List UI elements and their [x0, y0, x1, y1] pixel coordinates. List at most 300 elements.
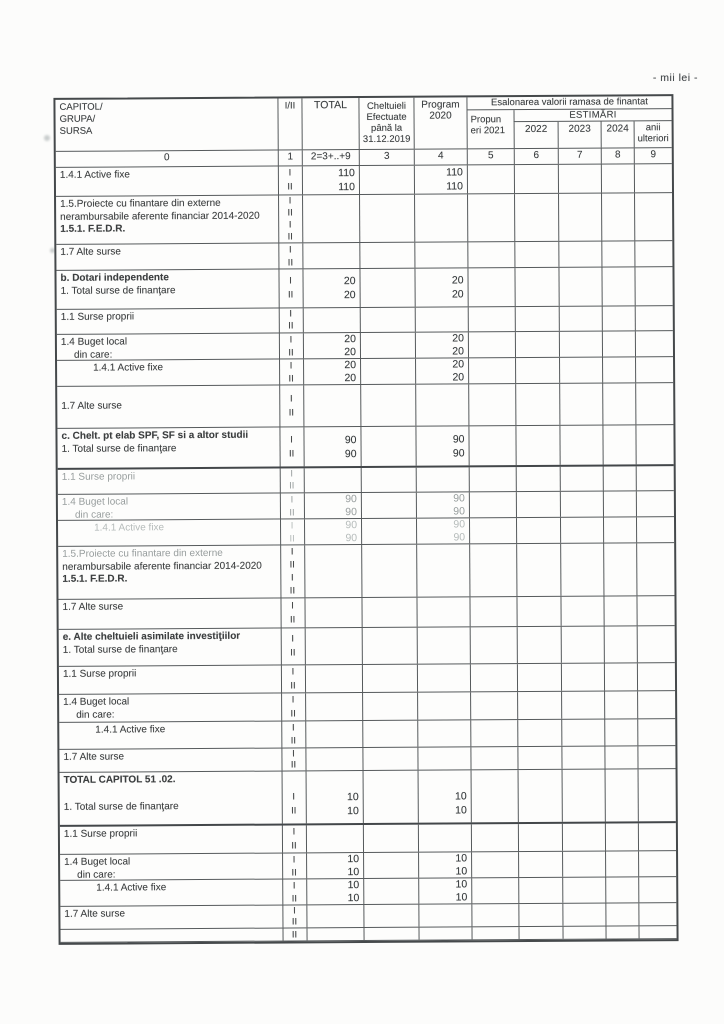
cell-anii-ulteriori	[635, 286, 673, 300]
cell-anii-ulteriori	[635, 357, 673, 370]
section-label	[57, 360, 279, 386]
header-esalonarea-group: Esalonarea valorii ramasa de finantat	[466, 96, 671, 110]
section-rows	[281, 663, 675, 692]
table-section	[59, 719, 675, 750]
cell-i-ii: I	[290, 546, 294, 558]
header-cheltuieli-line: 31.12.2019	[362, 133, 411, 146]
grid-line	[304, 598, 305, 627]
header-capitol-line: CAPITOL/	[59, 101, 103, 113]
cell-total: 20	[344, 345, 357, 358]
cell-program-2020	[414, 206, 467, 218]
cell-anii-ulteriori	[637, 757, 675, 768]
cell-2022	[515, 307, 559, 319]
cell-i-ii: I	[290, 433, 293, 445]
cell-2023	[559, 319, 602, 331]
grid-line	[281, 722, 282, 748]
grid-line	[363, 905, 364, 927]
cell-total	[304, 599, 361, 613]
cell-2022	[516, 467, 560, 479]
grid-line	[602, 426, 603, 465]
cell-total: 110	[338, 167, 355, 180]
cell-2024	[602, 404, 635, 418]
header-i-ii: I/II	[277, 98, 301, 149]
table-row	[280, 582, 674, 597]
grid-line	[637, 691, 638, 718]
section-label	[60, 854, 282, 880]
section-label-line: 1.1 Surse proprii	[61, 471, 136, 483]
section-label-line: b. Dotari independente	[60, 272, 169, 284]
cell-propuneri-2021	[471, 865, 518, 878]
cell-2024	[605, 877, 638, 890]
cell-program-2020: 10	[455, 877, 468, 890]
grid-line	[638, 903, 639, 925]
cell-2023	[560, 445, 603, 459]
cell-anii-ulteriori	[636, 478, 674, 490]
cell-propuneri-2021	[467, 194, 514, 206]
cell-i-ii: I	[292, 879, 296, 891]
section-label-line: din care:	[73, 349, 113, 361]
grid-line	[561, 692, 562, 719]
cell-i-ii: I	[292, 853, 296, 865]
cell-anii-ulteriori	[637, 611, 675, 625]
cell-2024	[605, 914, 638, 925]
cell-propuneri-2021	[471, 852, 518, 865]
section-label-line: 1.4.1 Active fixe	[59, 169, 130, 181]
grid-line	[605, 878, 606, 903]
cell-propuneri-2021	[468, 358, 515, 371]
grid-line	[418, 825, 419, 852]
cell-cheltuieli	[363, 838, 418, 852]
section-label-line: 1. Total surse de finanţare	[62, 643, 178, 656]
cell-2022	[518, 837, 562, 851]
cell-cheltuieli	[362, 759, 417, 770]
units-note: - mii lei -	[652, 72, 698, 84]
cell-2023	[558, 229, 601, 241]
table-row	[281, 732, 675, 747]
cell-2023	[558, 165, 601, 179]
cell-anii-ulteriori	[634, 272, 672, 286]
cell-2023	[562, 803, 605, 817]
cell-2023	[560, 557, 603, 570]
cell-cheltuieli	[363, 852, 418, 865]
cell-total	[305, 679, 362, 693]
cell-2022	[518, 864, 562, 877]
cell-2022	[516, 544, 560, 557]
grid-line	[638, 877, 639, 902]
section-rows	[280, 596, 674, 627]
table-section	[59, 663, 675, 695]
grid-line	[279, 334, 280, 359]
cell-total: 90	[344, 447, 357, 460]
cell-2024	[602, 357, 635, 370]
cell-2023	[562, 926, 605, 939]
cell-2022	[517, 758, 561, 769]
cell-program-2020: 110	[446, 166, 463, 179]
grid-line	[558, 242, 559, 267]
cell-program-2020	[417, 612, 470, 626]
header-2023: 2023	[558, 122, 601, 148]
cell-propuneri-2021	[471, 838, 518, 852]
cell-2022	[517, 733, 561, 746]
cell-total	[304, 468, 361, 480]
cell-total: 10	[347, 878, 360, 891]
table-row	[280, 445, 674, 461]
grid-line	[281, 749, 282, 771]
cell-total	[302, 256, 359, 269]
grid-line	[514, 165, 515, 193]
cell-2022	[517, 663, 561, 677]
cell-2022	[515, 404, 559, 418]
cell-propuneri-2021	[469, 598, 516, 612]
cell-program-2020	[417, 645, 470, 659]
table-section	[56, 241, 672, 271]
section-label	[59, 722, 281, 749]
cell-anii-ulteriori	[636, 556, 674, 569]
cell-i-ii: I	[290, 519, 294, 531]
cell-i-ii: I	[292, 791, 296, 803]
cell-2022	[515, 431, 559, 445]
cell-i-ii: II	[291, 916, 298, 928]
grid-line	[306, 928, 307, 940]
grid-line	[418, 905, 419, 927]
cell-propuneri-2021	[471, 789, 518, 803]
cell-program-2020: 10	[455, 890, 468, 903]
grid-line	[634, 267, 635, 305]
cell-propuneri-2021	[470, 612, 517, 626]
cell-i-ii: II	[289, 613, 296, 625]
header-cheltuieli-line: Efectuate	[366, 111, 407, 123]
grid-line	[305, 693, 306, 720]
cell-cheltuieli	[363, 905, 418, 916]
cell-total: 90	[345, 531, 358, 544]
cell-2023	[558, 217, 601, 229]
cell-program-2020	[417, 733, 470, 746]
grid-line	[281, 694, 282, 721]
cell-program-2020	[418, 838, 471, 852]
cell-program-2020: 10	[454, 790, 467, 803]
grid-line	[302, 166, 303, 194]
cell-program-2020	[418, 915, 471, 926]
grid-line	[604, 747, 605, 769]
grid-line	[360, 333, 361, 358]
grid-line	[361, 468, 362, 492]
index-cell: 5	[467, 149, 514, 164]
section-label-line: 1. Total surse de finanţare	[63, 800, 179, 813]
cell-total: 10	[347, 852, 360, 865]
cell-2023	[559, 370, 602, 383]
cell-anii-ulteriori	[636, 491, 674, 504]
cell-total	[302, 207, 359, 219]
cell-cheltuieli	[361, 558, 416, 571]
grid-line	[469, 492, 470, 517]
grid-line	[562, 852, 563, 877]
cell-anii-ulteriori	[634, 254, 672, 267]
cell-2023	[562, 864, 605, 877]
cell-total: 10	[347, 891, 360, 904]
cell-2024	[602, 344, 635, 357]
cell-cheltuieli	[361, 492, 416, 505]
cell-propuneri-2021	[471, 775, 518, 789]
section-label	[60, 826, 282, 854]
cell-2022	[518, 775, 562, 789]
cell-program-2020	[417, 747, 470, 758]
cell-total	[306, 905, 363, 916]
grid-line	[604, 627, 605, 663]
section-label	[56, 167, 278, 196]
cell-2022	[516, 557, 560, 570]
grid-line	[280, 599, 281, 628]
cell-2022	[518, 803, 562, 817]
section-label	[58, 520, 280, 546]
cell-total	[306, 928, 363, 941]
cell-2024	[605, 802, 638, 816]
cell-i-ii: I	[289, 359, 293, 371]
cell-2022	[517, 705, 561, 719]
cell-2023	[561, 631, 604, 645]
cell-propuneri-2021	[470, 678, 517, 692]
cell-cheltuieli	[361, 598, 416, 612]
cell-total	[304, 558, 361, 571]
cell-anii-ulteriori	[636, 582, 674, 595]
grid-line	[469, 518, 470, 543]
section-rows	[281, 719, 675, 747]
grid-line	[517, 664, 518, 691]
cell-cheltuieli	[361, 518, 416, 531]
cell-2022	[515, 319, 559, 331]
cell-total	[304, 545, 361, 558]
grid-line	[363, 928, 364, 940]
section-label-line: 1. Total surse de finanţare	[60, 284, 176, 297]
cell-program-2020	[416, 583, 469, 596]
section-label-line: 1.7 Alte surse	[60, 246, 121, 258]
grid-line	[635, 306, 636, 330]
grid-line	[416, 468, 417, 492]
grid-line	[562, 904, 563, 926]
index-cell: 1	[278, 150, 302, 165]
grid-line	[282, 929, 283, 941]
table-section	[58, 517, 674, 547]
cell-total	[305, 632, 362, 646]
grid-line	[558, 165, 559, 193]
cell-propuneri-2021	[469, 544, 516, 557]
cell-cheltuieli	[361, 584, 416, 597]
grid-line	[415, 333, 416, 358]
header-program-line: Program	[421, 99, 460, 111]
cell-i-ii: II	[290, 735, 297, 747]
header-propuneri-line: eri 2021	[470, 125, 506, 137]
grid-line	[560, 492, 561, 517]
cell-anii-ulteriori	[634, 217, 672, 229]
cell-2022	[515, 390, 559, 404]
grid-line	[362, 693, 363, 720]
cell-propuneri-2021	[470, 645, 517, 659]
cell-cheltuieli	[363, 878, 418, 891]
grid-line	[603, 492, 604, 517]
cell-anii-ulteriori	[636, 569, 674, 582]
cell-2022	[514, 165, 558, 179]
cell-cheltuieli	[361, 480, 416, 492]
cell-i-ii: II	[290, 679, 296, 691]
grid-line	[635, 357, 636, 382]
table-section	[60, 823, 676, 855]
cell-2024	[603, 582, 636, 595]
cell-propuneri-2021	[468, 332, 515, 345]
grid-line	[515, 358, 516, 383]
cell-cheltuieli	[360, 345, 415, 358]
cell-2023	[558, 193, 601, 205]
cell-i-ii: II	[289, 506, 295, 518]
section-label-line: 1.4 Buget local	[64, 856, 131, 868]
cell-2022	[516, 445, 560, 459]
grid-line	[601, 165, 602, 193]
cell-2024	[602, 318, 635, 330]
cell-i-ii: II	[291, 892, 297, 904]
grid-line	[516, 467, 517, 491]
cell-2023	[559, 357, 602, 370]
section-rows	[281, 626, 675, 664]
cell-2024	[603, 517, 636, 530]
cell-cheltuieli	[363, 776, 418, 790]
cell-propuneri-2021	[468, 287, 515, 301]
cell-total	[305, 665, 362, 679]
cell-program-2020: 20	[451, 288, 464, 301]
grid-line	[417, 721, 418, 747]
grid-line	[560, 518, 561, 543]
grid-line	[468, 332, 469, 357]
header-estimari-group: ESTIMĂRI	[514, 109, 672, 122]
cell-program-2020	[416, 570, 469, 583]
grid-line	[304, 519, 305, 544]
cell-total	[303, 406, 360, 420]
grid-line	[470, 692, 471, 719]
cell-anii-ulteriori	[635, 431, 673, 445]
grid-line	[305, 748, 306, 770]
cell-propuneri-2021	[471, 915, 518, 926]
cell-2024	[601, 205, 634, 217]
section-label-line: 1.4.1 Active fixe	[94, 522, 165, 534]
grid-line	[280, 520, 281, 545]
cell-i-ii: II	[290, 647, 296, 659]
section-label-line: 1.4 Buget local	[61, 496, 129, 508]
cell-cheltuieli	[363, 865, 418, 878]
grid-line	[417, 693, 418, 720]
cell-anii-ulteriori	[635, 390, 673, 404]
cell-program-2020	[416, 557, 469, 570]
cell-program-2020	[417, 664, 470, 678]
section-label-line: 1.1 Surse proprii	[63, 828, 138, 840]
header-cheltuieli-line: Cheltuieli	[366, 100, 407, 112]
cell-cheltuieli	[360, 371, 415, 384]
cell-anii-ulteriori	[638, 864, 676, 877]
section-label-line: 1.4.1 Active fixe	[93, 362, 164, 374]
index-cell: 7	[558, 149, 601, 164]
cell-2024	[605, 903, 638, 914]
cell-anii-ulteriori	[634, 205, 672, 217]
grid-line	[636, 596, 637, 625]
grid-line	[303, 308, 304, 332]
grid-line	[471, 904, 472, 926]
cell-i-ii: II	[289, 532, 295, 544]
cell-cheltuieli	[359, 194, 414, 206]
cell-2024	[602, 306, 635, 318]
grid-line	[305, 721, 306, 747]
grid-line	[638, 851, 639, 876]
cell-propuneri-2021	[471, 891, 518, 904]
table-section	[56, 267, 672, 310]
grid-line	[602, 307, 603, 331]
cell-2023	[560, 479, 603, 491]
section-label	[60, 772, 282, 825]
cell-2023	[559, 390, 602, 404]
grid-line	[280, 494, 281, 519]
cell-2024	[604, 746, 637, 757]
cell-2022	[514, 205, 558, 217]
grid-line	[517, 747, 518, 769]
grid-line	[470, 720, 471, 746]
cell-i-ii: I	[291, 599, 294, 611]
cell-program-2020: 20	[452, 344, 465, 357]
cell-i-ii: I	[291, 665, 295, 677]
cell-anii-ulteriori	[634, 178, 672, 192]
cell-2022	[514, 254, 558, 267]
cell-propuneri-2021	[468, 345, 515, 358]
cell-2022	[514, 229, 558, 241]
cell-2024	[604, 719, 637, 732]
grid-line	[467, 165, 468, 193]
grid-line	[415, 308, 416, 332]
cell-2023	[559, 287, 602, 301]
cell-2024	[603, 597, 636, 611]
cell-propuneri-2021	[469, 479, 516, 491]
cell-2023	[558, 241, 601, 254]
cell-total: 20	[344, 358, 357, 371]
cell-i-ii: I	[290, 572, 294, 584]
cell-program-2020: 110	[446, 180, 464, 193]
cell-anii-ulteriori	[636, 517, 674, 530]
cell-propuneri-2021	[469, 531, 516, 544]
cell-2023	[562, 904, 605, 915]
index-cell: 4	[414, 149, 467, 164]
section-rows	[279, 357, 673, 384]
cell-2024	[601, 164, 634, 178]
grid-line	[416, 493, 417, 518]
cell-i-ii: I	[291, 633, 295, 645]
cell-propuneri-2021	[470, 758, 517, 769]
grid-line	[560, 467, 561, 491]
cell-total: 10	[346, 791, 359, 804]
section-rows	[281, 746, 675, 770]
grid-line	[637, 719, 638, 745]
grid-line	[359, 166, 360, 194]
cell-program-2020	[414, 194, 467, 206]
cell-propuneri-2021	[470, 733, 517, 746]
cell-total: 20	[343, 275, 356, 288]
cell-2022	[517, 611, 561, 625]
grid-line	[562, 824, 563, 851]
header-anii-line: anii	[645, 122, 661, 134]
grid-line	[605, 927, 606, 939]
cell-propuneri-2021	[471, 904, 518, 915]
index-cell: 8	[601, 148, 634, 163]
cell-anii-ulteriori	[638, 774, 676, 788]
cell-anii-ulteriori	[637, 719, 675, 732]
grid-line	[516, 597, 517, 626]
cell-propuneri-2021	[470, 747, 517, 758]
cell-program-2020: 90	[452, 446, 465, 459]
table-section	[57, 357, 673, 387]
table-section	[60, 877, 676, 907]
cell-total	[306, 825, 363, 839]
